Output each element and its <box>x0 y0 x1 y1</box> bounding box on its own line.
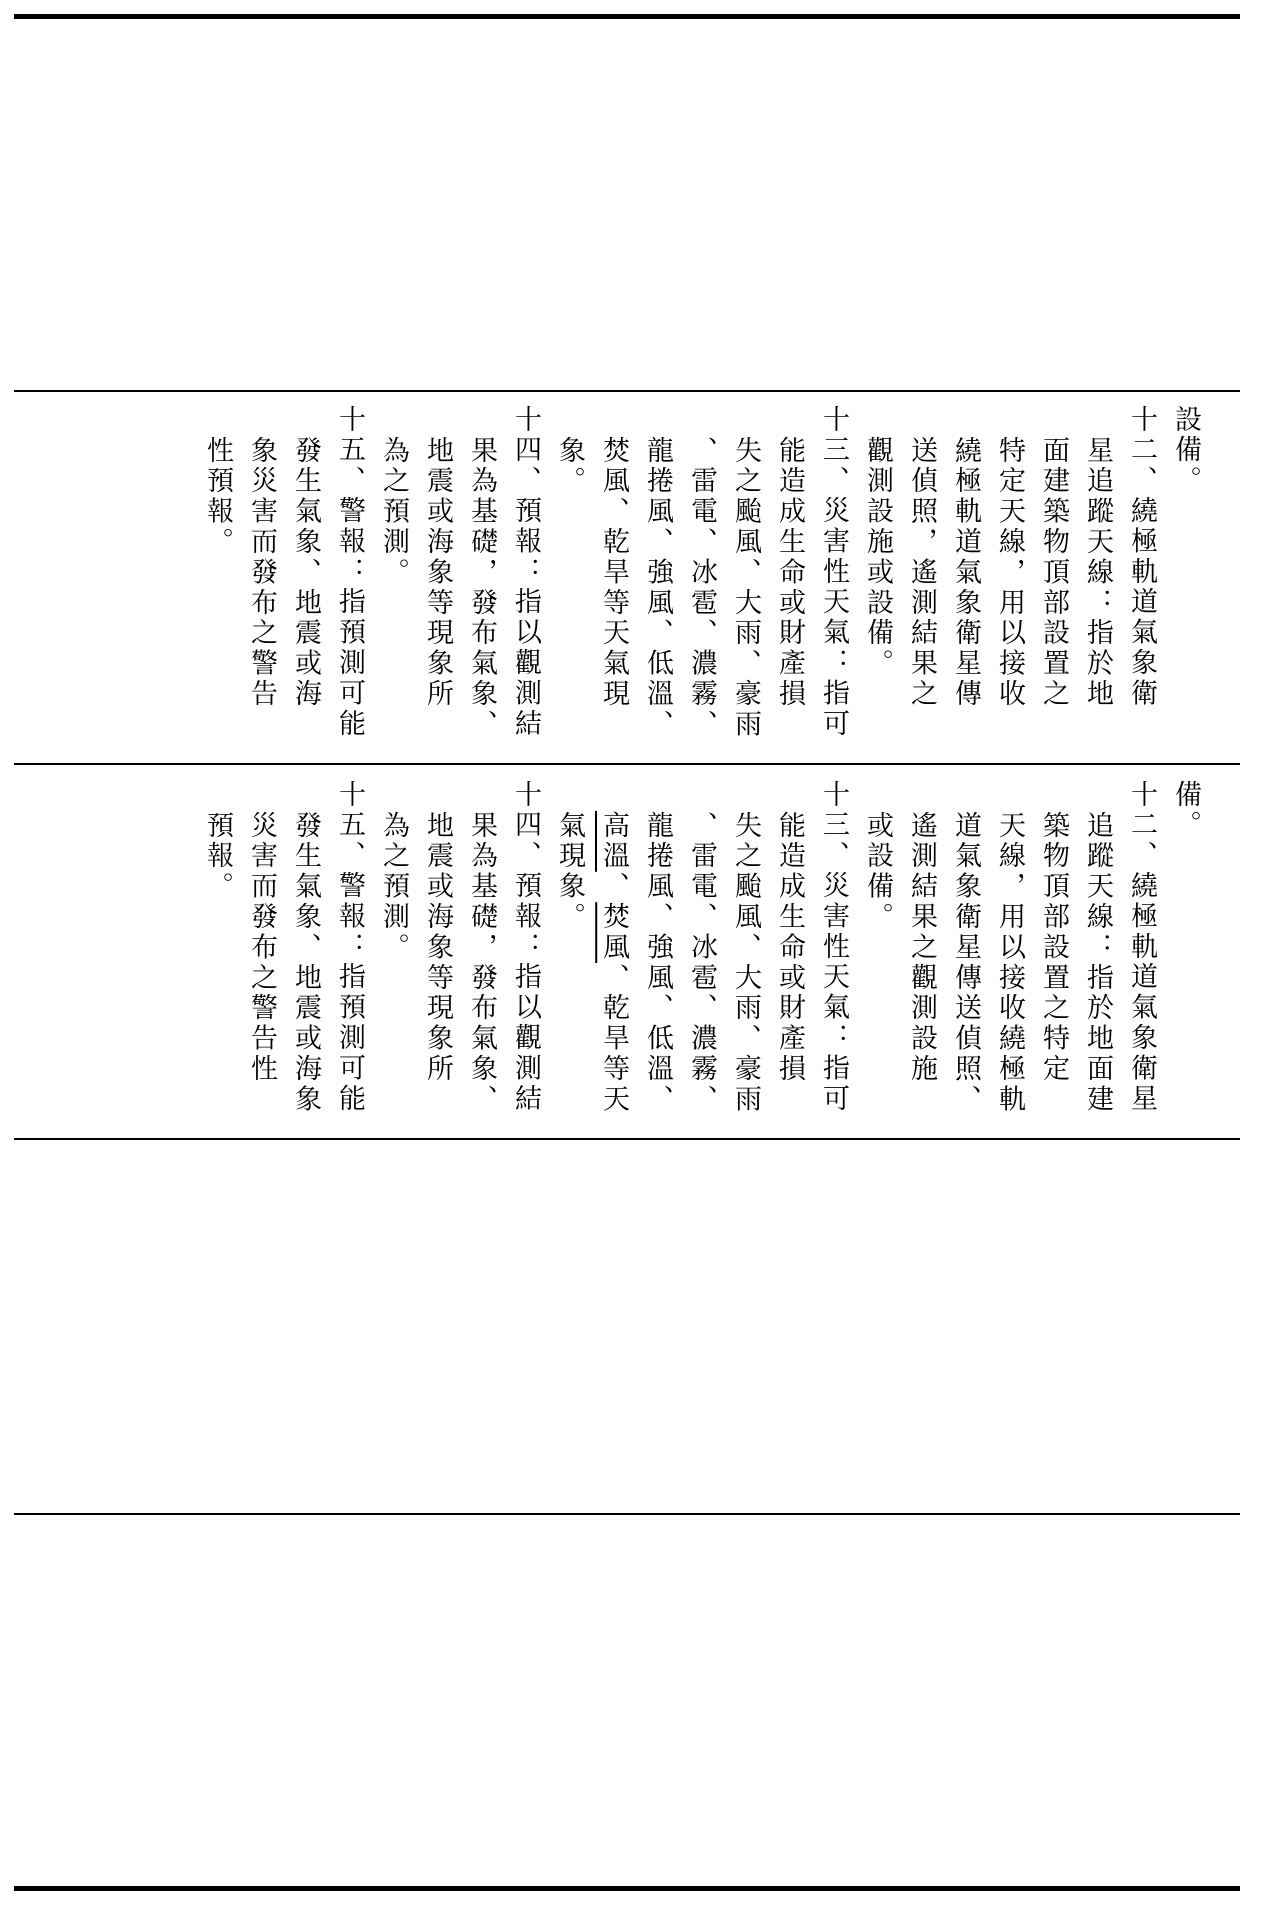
text-line: 龍捲風、強風、低溫、 <box>642 436 673 741</box>
text-line: 設備。 <box>1170 405 1201 497</box>
text-line: 象。 <box>554 436 585 497</box>
text-segment: 遙測結果之觀測設施 <box>906 811 937 1085</box>
text-segment: 地震或海象等現象所 <box>422 811 453 1085</box>
text-segment: 為之預測。 <box>378 811 409 964</box>
text-segment: 、乾旱等天 <box>598 963 629 1116</box>
text-line <box>283 780 327 1116</box>
text-line <box>371 780 415 1080</box>
text-line: 面建築物頂部設置之 <box>1038 436 1069 710</box>
text-line <box>239 780 283 1085</box>
table-bottom-border <box>14 1886 1240 1891</box>
text-line: 焚風、乾旱等天氣現 <box>598 436 629 710</box>
text-line: 地震或海象等現象所 <box>422 436 453 710</box>
text-segment: 災害而發布之警告性 <box>246 811 277 1085</box>
text-segment: 十二、繞極軌道氣象衛星 <box>1126 780 1157 1115</box>
text-line <box>679 780 723 1116</box>
underlined-text: 高溫 <box>598 811 629 872</box>
text-segment: 氣現象。 <box>554 811 585 933</box>
table-top-border <box>14 14 1240 19</box>
text-line <box>591 780 635 1116</box>
text-line <box>415 780 459 1085</box>
text-line <box>943 780 987 1116</box>
text-line <box>1119 780 1163 1115</box>
explanation-divider <box>14 1513 1240 1515</box>
text-line: 特定天線，用以接收 <box>994 436 1025 710</box>
text-line: 性預報。 <box>202 436 233 558</box>
text-segment: 十五、警報：指預測可能 <box>334 780 365 1115</box>
text-line: 送偵照，遙測結果之 <box>906 436 937 710</box>
text-line: 果為基礎，發布氣象、 <box>466 436 497 741</box>
text-line <box>1075 780 1119 1116</box>
text-segment: 發生氣象、地震或海象 <box>290 811 321 1116</box>
text-line <box>1163 780 1207 1080</box>
text-line: 星追蹤天線：指於地 <box>1082 436 1113 710</box>
text-line <box>503 780 547 1115</box>
text-line <box>195 780 239 1080</box>
modified-provision-text <box>27 405 1207 741</box>
text-line <box>723 780 767 1116</box>
text-segment: 預報。 <box>202 811 233 903</box>
text-line: 十二、繞極軌道氣象衛 <box>1126 405 1157 709</box>
text-segment: 備。 <box>1170 780 1201 841</box>
text-line: 為之預測。 <box>378 436 409 589</box>
text-segment: 築物頂部設置之特定 <box>1038 811 1069 1085</box>
text-line: 發生氣象、地震或海 <box>290 436 321 710</box>
column-divider-lower <box>14 1138 1240 1140</box>
text-segment: 十三、災害性天氣：指可 <box>818 780 849 1115</box>
text-line: 十三、災害性天氣：指可 <box>818 405 849 740</box>
column-divider <box>14 763 1240 765</box>
original-provision-text <box>27 780 1207 1116</box>
text-segment: 道氣象衛星傳送偵照、 <box>950 811 981 1116</box>
text-line <box>987 780 1031 1116</box>
text-line <box>811 780 855 1115</box>
text-segment: 失之颱風、大雨、豪雨 <box>730 811 761 1116</box>
text-line: 象災害而發布之警告 <box>246 436 277 710</box>
text-segment: 、 <box>598 871 629 903</box>
text-line <box>635 780 679 1116</box>
text-segment: 十四、預報：指以觀測結 <box>510 780 541 1115</box>
text-line <box>547 780 591 1080</box>
text-line: 十五、警報：指預測可能 <box>334 405 365 740</box>
text-line: 失之颱風、大雨、豪雨 <box>730 436 761 741</box>
text-line: 繞極軌道氣象衛星傳 <box>950 436 981 710</box>
header-divider <box>14 390 1240 392</box>
text-segment: 天線，用以接收繞極軌 <box>994 811 1025 1116</box>
text-line: 觀測設施或設備。 <box>862 436 893 680</box>
underlined-text: 焚風 <box>598 902 629 964</box>
text-segment: 追蹤天線：指於地面建 <box>1082 811 1113 1116</box>
text-line <box>767 780 811 1085</box>
text-line <box>855 780 899 1080</box>
text-segment: 或設備。 <box>862 811 893 933</box>
text-line <box>459 780 503 1116</box>
text-line: 、雷電、冰雹、濃霧、 <box>686 436 717 741</box>
text-segment: 能造成生命或財產損 <box>774 811 805 1085</box>
text-line <box>327 780 371 1115</box>
text-segment: 龍捲風、強風、低溫、 <box>642 811 673 1116</box>
text-segment: 果為基礎，發布氣象、 <box>466 811 497 1116</box>
text-line <box>899 780 943 1085</box>
text-line: 十四、預報：指以觀測結 <box>510 405 541 740</box>
text-line: 能造成生命或財產損 <box>774 436 805 710</box>
text-segment: 、雷電、冰雹、濃霧、 <box>686 811 717 1116</box>
text-line <box>1031 780 1075 1085</box>
